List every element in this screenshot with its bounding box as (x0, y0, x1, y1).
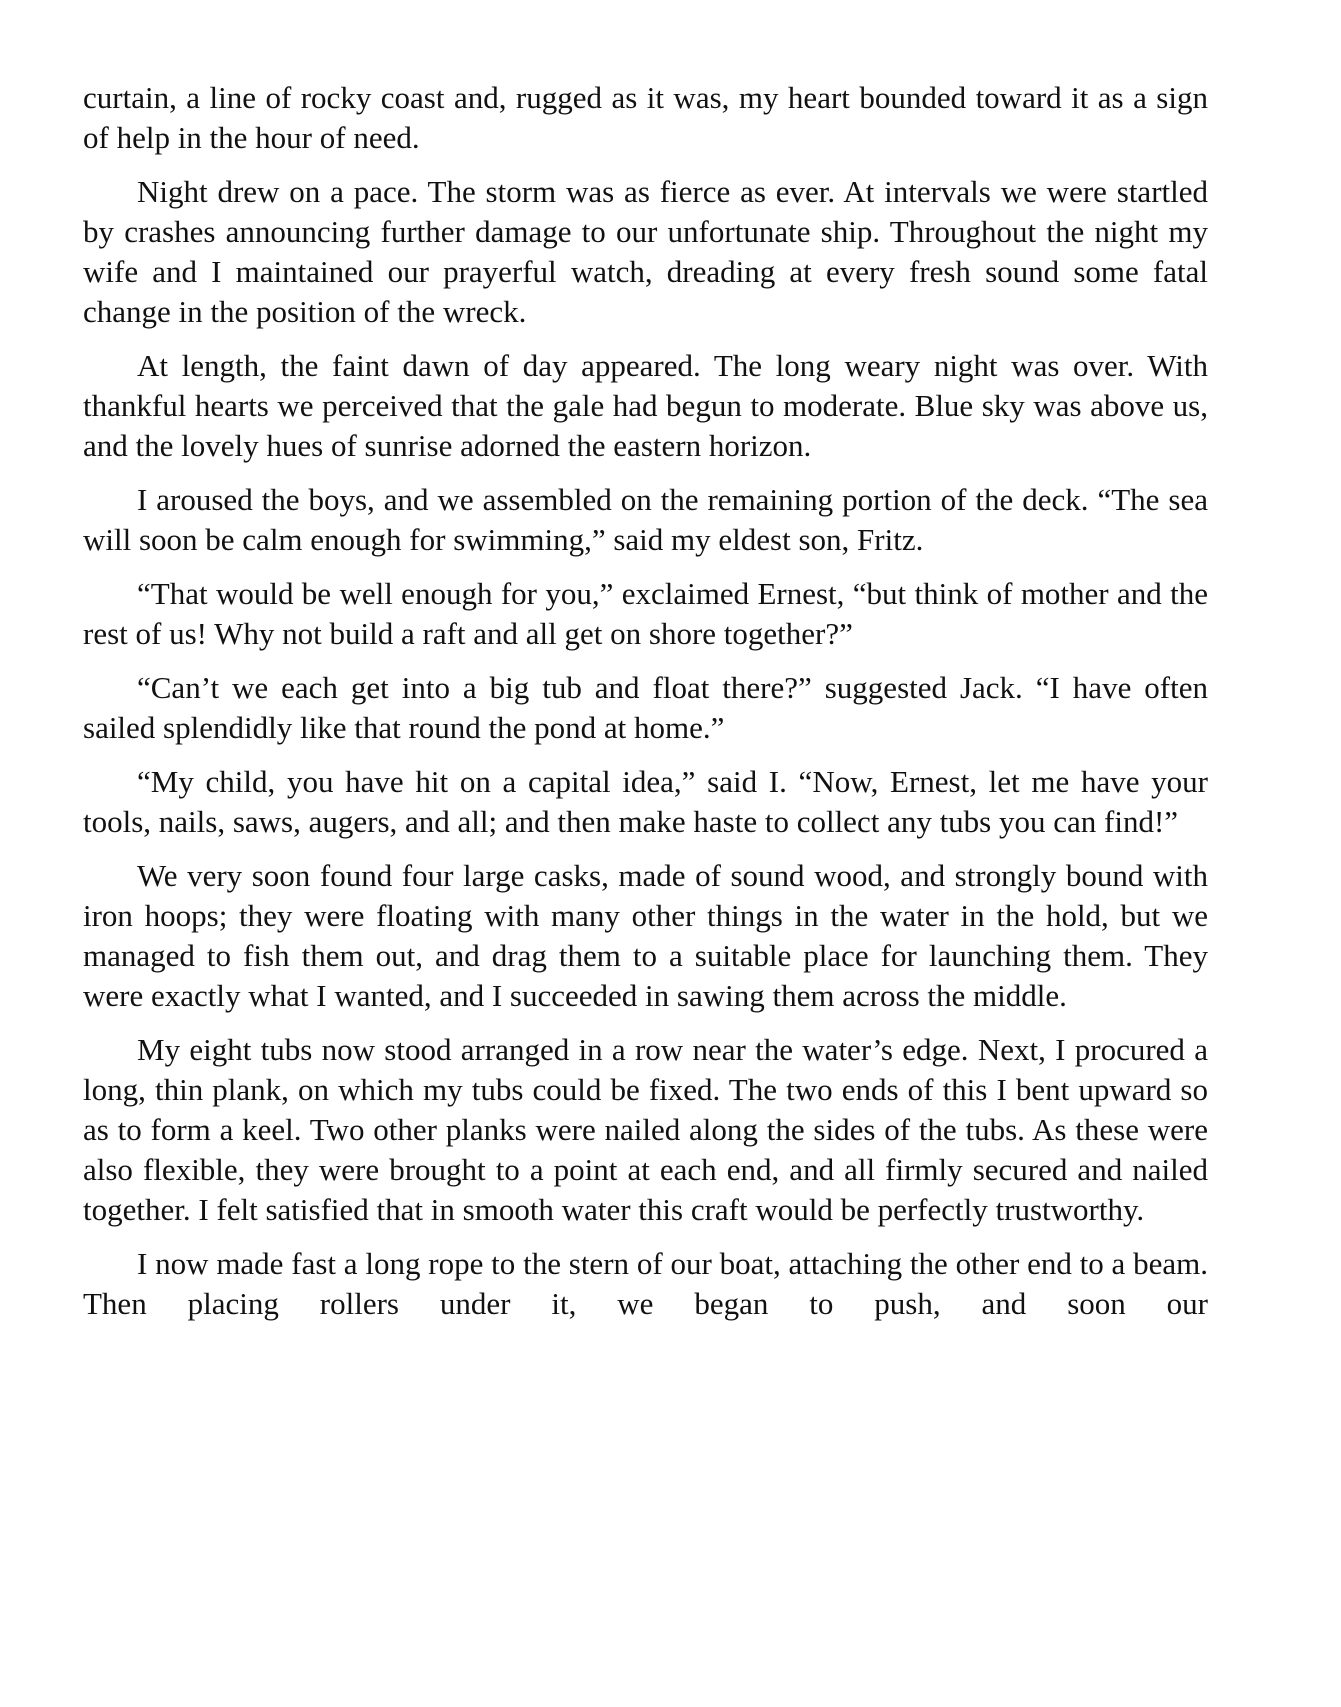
paragraph-continuation: curtain, a line of rocky coast and, rugged as it was, my heart bounded toward it as a sign of help in the hour of need. (83, 80, 1208, 155)
paragraph-continued: I now made fast a long rope to the stern of our boat, attaching the other end to a beam. Then placing rollers under it, we began to push, and soon our (83, 1246, 1208, 1321)
paragraph: I aroused the boys, and we assembled on the remaining portion of the deck. “The sea will soon be calm enough for swimming,” said my eldest son, Fritz. (83, 482, 1208, 557)
paragraph: Night drew on a pace. The storm was as fierce as ever. At intervals we were startled by crashes announcing further damage to our unfortunate ship. Throughout the night my wife and I maintained our prayerful watch, dreading at every fresh sound some fatal change in the position of the wreck. (83, 174, 1208, 329)
document-page (83, 78, 1208, 1338)
paragraph: “My child, you have hit on a capital idea,” said I. “Now, Ernest, let me have your tools, nails, saws, augers, and all; and then make haste to collect any tubs you can find!” (83, 764, 1208, 839)
paragraph: “That would be well enough for you,” exclaimed Ernest, “but think of mother and the rest of us! Why not build a raft and all get on shore together?” (83, 576, 1208, 651)
paragraph: My eight tubs now stood arranged in a row near the water’s edge. Next, I procured a long, thin plank, on which my tubs could be fixed. The two ends of this I bent upward so as to form a keel. Two other planks were nailed along the sides of the tubs. As these were also flexible, they were brought to a point at each end, and all firmly secured and nailed together. I felt satisfied that in smooth water this craft would be perfectly trustworthy. (83, 1032, 1208, 1227)
paragraph: “Can’t we each get into a big tub and float there?” suggested Jack. “I have often sailed splendidly like that round the pond at home.” (83, 670, 1208, 745)
paragraph: At length, the faint dawn of day appeared. The long weary night was over. With thankful hearts we perceived that the gale had begun to moderate. Blue sky was above us, and the lovely hues of sunrise adorned the eastern horizon. (83, 348, 1208, 463)
paragraph: We very soon found four large casks, made of sound wood, and strongly bound with iron hoops; they were floating with many other things in the water in the hold, but we managed to fish them out, and drag them to a suitable place for launching them. They were exactly what I wanted, and I succeeded in sawing them across the middle. (83, 858, 1208, 1013)
